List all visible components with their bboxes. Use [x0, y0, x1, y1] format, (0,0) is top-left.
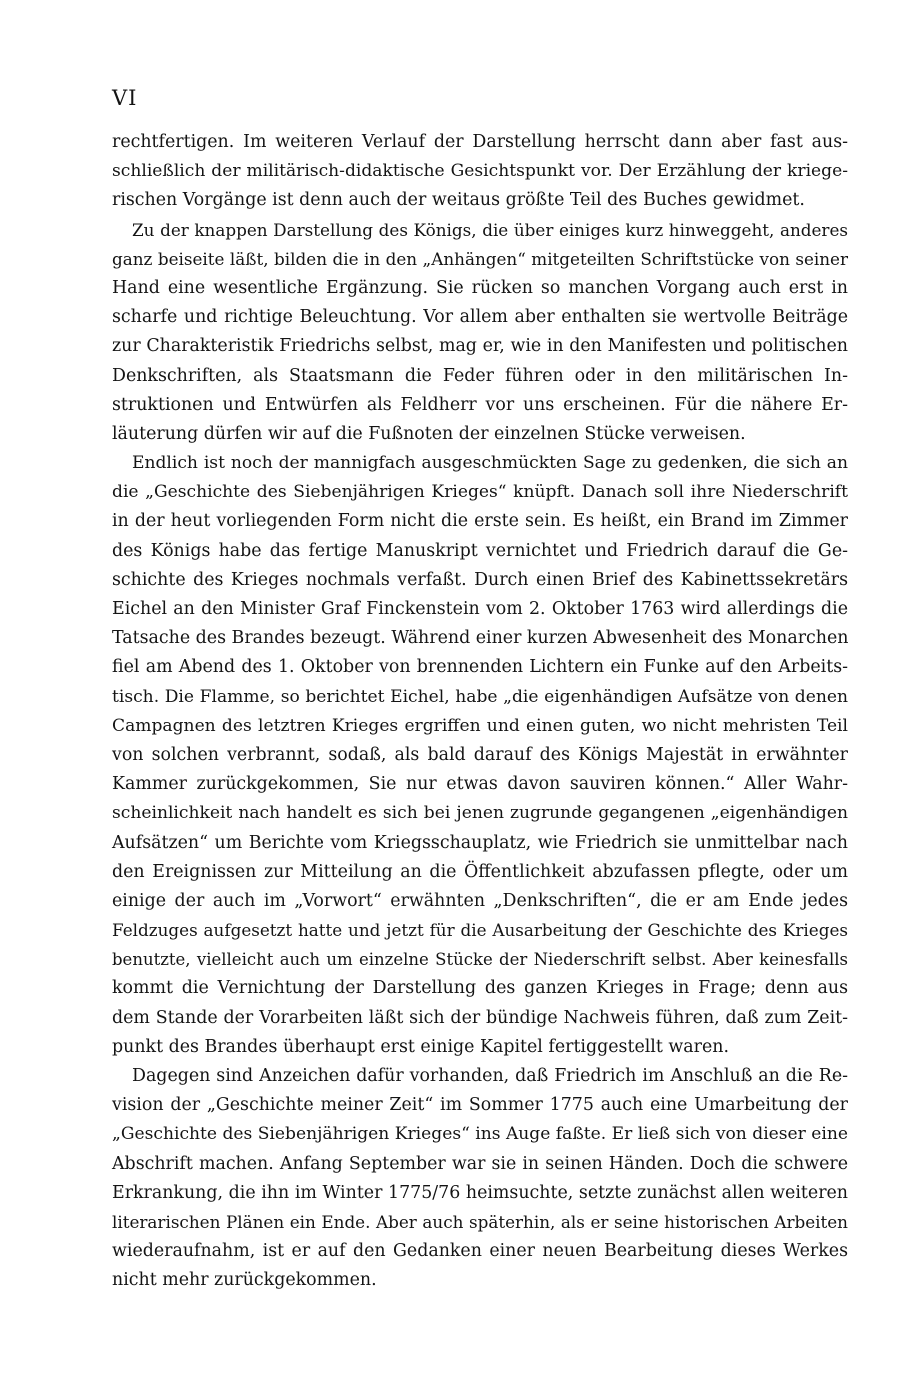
text-line: Hand eine wesentliche Ergänzung. Sie rücken so manchen Vorgang auch erst in — [112, 277, 848, 298]
paragraph — [112, 216, 848, 450]
text-line: Tatsache des Brandes bezeugt. Während einer kurzen Abwesenheit des Monarchen — [112, 628, 849, 649]
text-line: Campagnen des letztren Krieges ergriffen und einen guten, wo nicht mehristen Teil — [112, 715, 848, 736]
text-line: von solchen verbrannt, sodaß, als bald darauf des Königs Majestät in erwähnter — [112, 744, 848, 765]
text-line: einige der auch im „Vorwort“ erwähnten „Denkschriften“, die er am Ende jedes — [112, 890, 848, 911]
text-line: Eichel an den Minister Graf Finckenstein vom 2. Oktober 1763 wird allerdings die — [112, 599, 848, 619]
text-line: in der heut vorliegenden Form nicht die erste sein. Es heißt, ein Brand im Zimmer — [112, 511, 848, 532]
text-line: „Geschichte des Siebenjährigen Krieges“ ins Auge faßte. Er ließ sich von dieser eine — [112, 1124, 848, 1145]
text-line: Endlich ist noch der mannigfach ausgeschmückten Sage zu gedenken, die sich an — [132, 453, 848, 474]
text-line: literarischen Plänen ein Ende. Aber auch späterhin, als er seine historischen Arbeiten — [112, 1211, 848, 1232]
text-line: Abschrift machen. Anfang September war sie in seinen Händen. Doch die schwere — [112, 1153, 848, 1174]
text-line: rechtfertigen. Im weiteren Verlauf der Darstellung herrscht dann aber fast aus- — [112, 132, 848, 152]
text-line: läuterung dürfen wir auf die Fußnoten der einzelnen Stücke verweisen. — [112, 423, 746, 444]
text-line: Feldzuges aufgesetzt hatte und jetzt für die Ausarbeitung der Geschichte des Krieges — [112, 920, 848, 941]
text-line: scheinlichkeit nach handelt es sich bei jenen zugrunde gegangenen „eigenhändigen — [112, 803, 848, 824]
paragraph — [112, 449, 848, 1062]
text-line: kommt die Vernichtung der Darstellung des ganzen Krieges in Frage; denn aus — [112, 978, 848, 999]
text-line: Zu der knappen Darstellung des Königs, die über einiges kurz hinweggeht, anderes — [132, 219, 848, 240]
text-line: Erkrankung, die ihn im Winter 1775/76 heimsuchte, setzte zunächst allen weiteren — [112, 1182, 848, 1203]
text-line: des Königs habe das fertige Manuskript vernichtet und Friedrich darauf die Ge- — [112, 540, 848, 561]
text-line: benutzte, vielleicht auch um einzelne Stücke der Niederschrift selbst. Aber keinesfalls — [112, 950, 848, 970]
text-line: den Ereignissen zur Mitteilung an die Öffentlichkeit abzufassen pflegte, oder um — [112, 861, 848, 882]
text-line: tisch. Die Flamme, so berichtet Eichel, habe „die eigenhändigen Aufsätze von denen — [112, 686, 848, 707]
text-line: Aufsätzen“ um Berichte vom Kriegsschauplatz, wie Friedrich sie unmittelbar nach — [112, 832, 848, 853]
paragraph — [112, 1062, 848, 1296]
page-number: VI — [112, 86, 138, 110]
text-line: Dagegen sind Anzeichen dafür vorhanden, daß Friedrich im Anschluß an die Re- — [132, 1066, 848, 1086]
paragraph — [112, 128, 848, 216]
text-line: rischen Vorgänge ist denn auch der weitaus größte Teil des Buches gewidmet. — [112, 190, 805, 211]
text-line: die „Geschichte des Siebenjährigen Krieges“ knüpft. Danach soll ihre Niederschrift — [112, 482, 848, 503]
text-line: ganz beiseite läßt, bilden die in den „Anhängen“ mitgeteilten Schriftstücke von seiner — [112, 248, 848, 269]
text-line: schichte des Krieges nochmals verfaßt. Durch einen Brief des Kabinettssekretärs — [112, 569, 848, 590]
text-line: struktionen und Entwürfen als Feldherr vor uns erscheinen. Für die nähere Er- — [112, 394, 848, 415]
text-line: punkt des Brandes überhaupt erst einige Kapitel fertiggestellt waren. — [112, 1036, 729, 1057]
text-line: Denkschriften, als Staatsmann die Feder führen oder in den militärischen In- — [112, 365, 848, 386]
text-line: fiel am Abend des 1. Oktober von brennenden Lichtern ein Funke auf den Arbeits- — [112, 657, 848, 678]
text-line: nicht mehr zurückgekommen. — [112, 1270, 377, 1291]
text-line: schließlich der militärisch-didaktische Gesichtspunkt vor. Der Erzählung der kriege- — [112, 161, 848, 182]
text-line: dem Stande der Vorarbeiten läßt sich der bündige Nachweis führen, daß zum Zeit- — [112, 1007, 848, 1028]
text-line: wiederaufnahm, ist er auf den Gedanken einer neuen Bearbeitung dieses Werkes — [112, 1241, 848, 1262]
text-line: vision der „Geschichte meiner Zeit“ im Sommer 1775 auch eine Umarbeitung der — [112, 1095, 848, 1116]
text-line: zur Charakteristik Friedrichs selbst, mag er, wie in den Manifesten und politischen — [112, 336, 848, 357]
body-text — [112, 128, 848, 1296]
text-line: Kammer zurückgekommen, Sie nur etwas davon sauviren können.“ Aller Wahr- — [112, 774, 848, 795]
text-line: scharfe und richtige Beleuchtung. Vor allem aber enthalten sie wertvolle Beiträge — [112, 307, 848, 328]
